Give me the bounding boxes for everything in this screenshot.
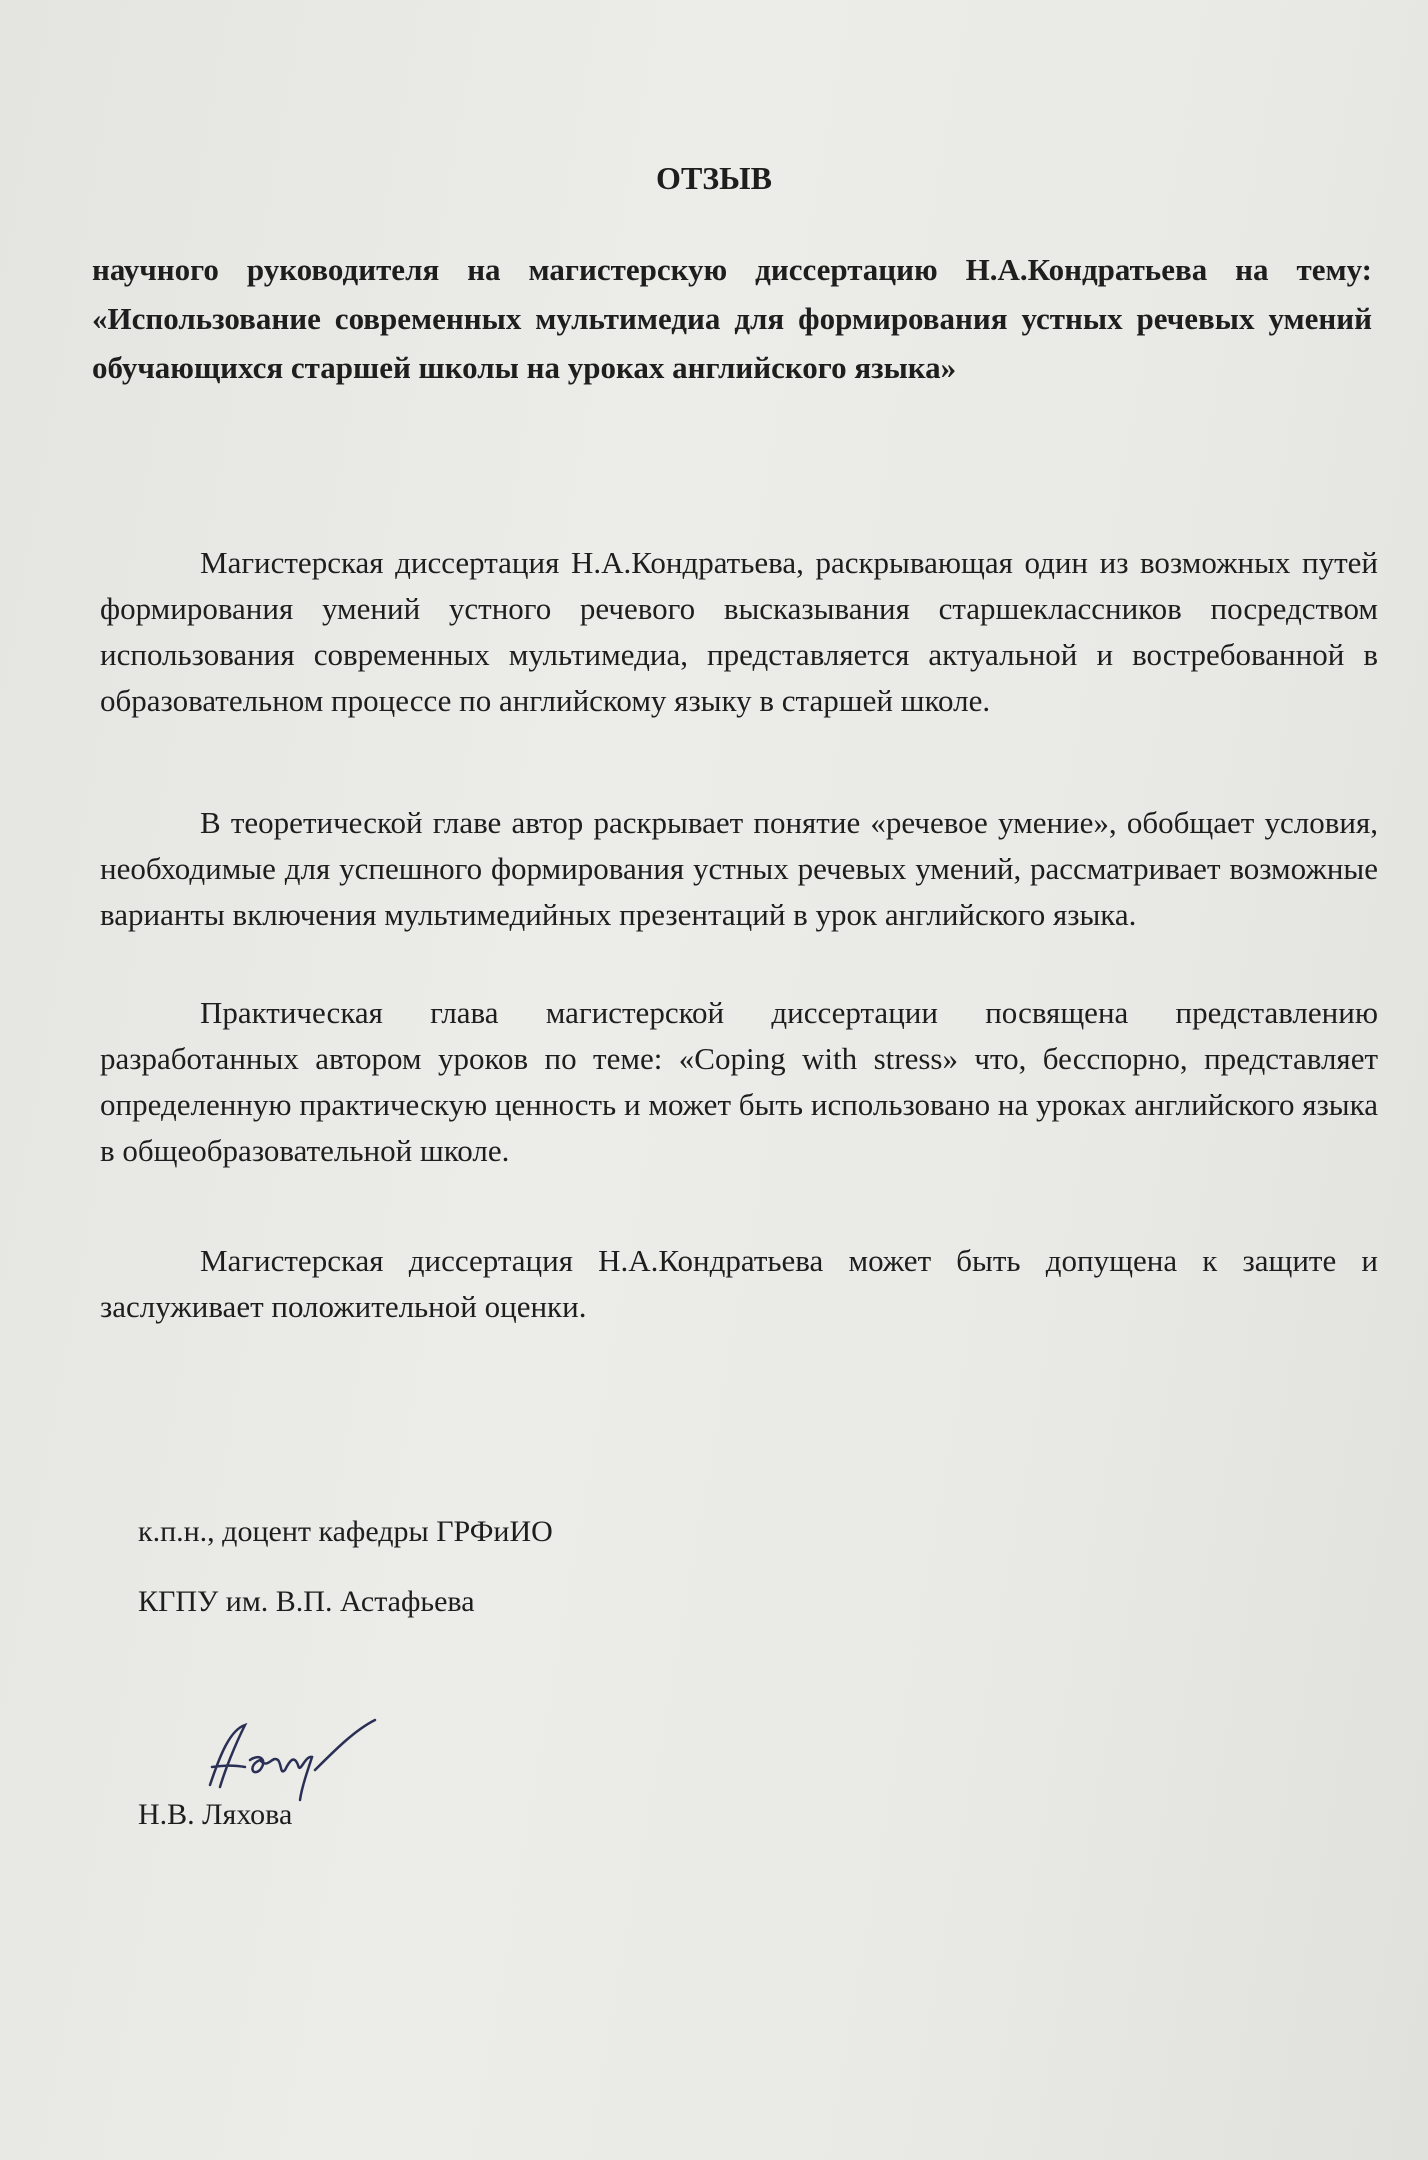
paragraph-theory: В теоретической главе автор раскрывает понятие «речевое умение», обобщает условия, необходимые для успешного формирования устных речевых умений, рассматривает возможные варианты включения мультимедийных презентаций в урок английского языка. <box>100 805 1378 932</box>
paragraph-relevance: Магистерская диссертация Н.А.Кондратьева, раскрывающая один из возможных путей формирования умений устного речевого высказывания старшеклассников посредством использования современных мультимедиа, представляется актуальной и востребованной в образовательном процессе по английскому языку в старшей школе. <box>100 545 1378 718</box>
paragraph-practice: Практическая глава магистерской диссертации посвящена представлению разработанных автором уроков по теме: «Coping with stress» что, бесспорно, представляет определенную практическую ценность и может быть использовано на уроках английского языка в общеобразовательной школе. <box>100 995 1378 1168</box>
signatory-name: Н.В. Ляхова <box>138 1798 293 1831</box>
paragraph-conclusion: Магистерская диссертация Н.А.Кондратьева может быть допущена к защите и заслуживает положительной оценки. <box>100 1243 1378 1324</box>
signatory-institution: КГПУ им. В.П. Астафьева <box>138 1585 475 1618</box>
signatory-position: к.п.н., доцент кафедры ГРФиИО <box>138 1515 553 1548</box>
document-title: ОТЗЫВ <box>656 160 772 196</box>
document-heading: научного руководителя на магистерскую диссертацию Н.А.Кондратьева на тему: «Использование современных мультимедиа для формирования устных речевых умений обучающихся старшей школы на уроках английского языка» <box>92 252 1372 385</box>
handwritten-signature <box>190 1715 390 1805</box>
